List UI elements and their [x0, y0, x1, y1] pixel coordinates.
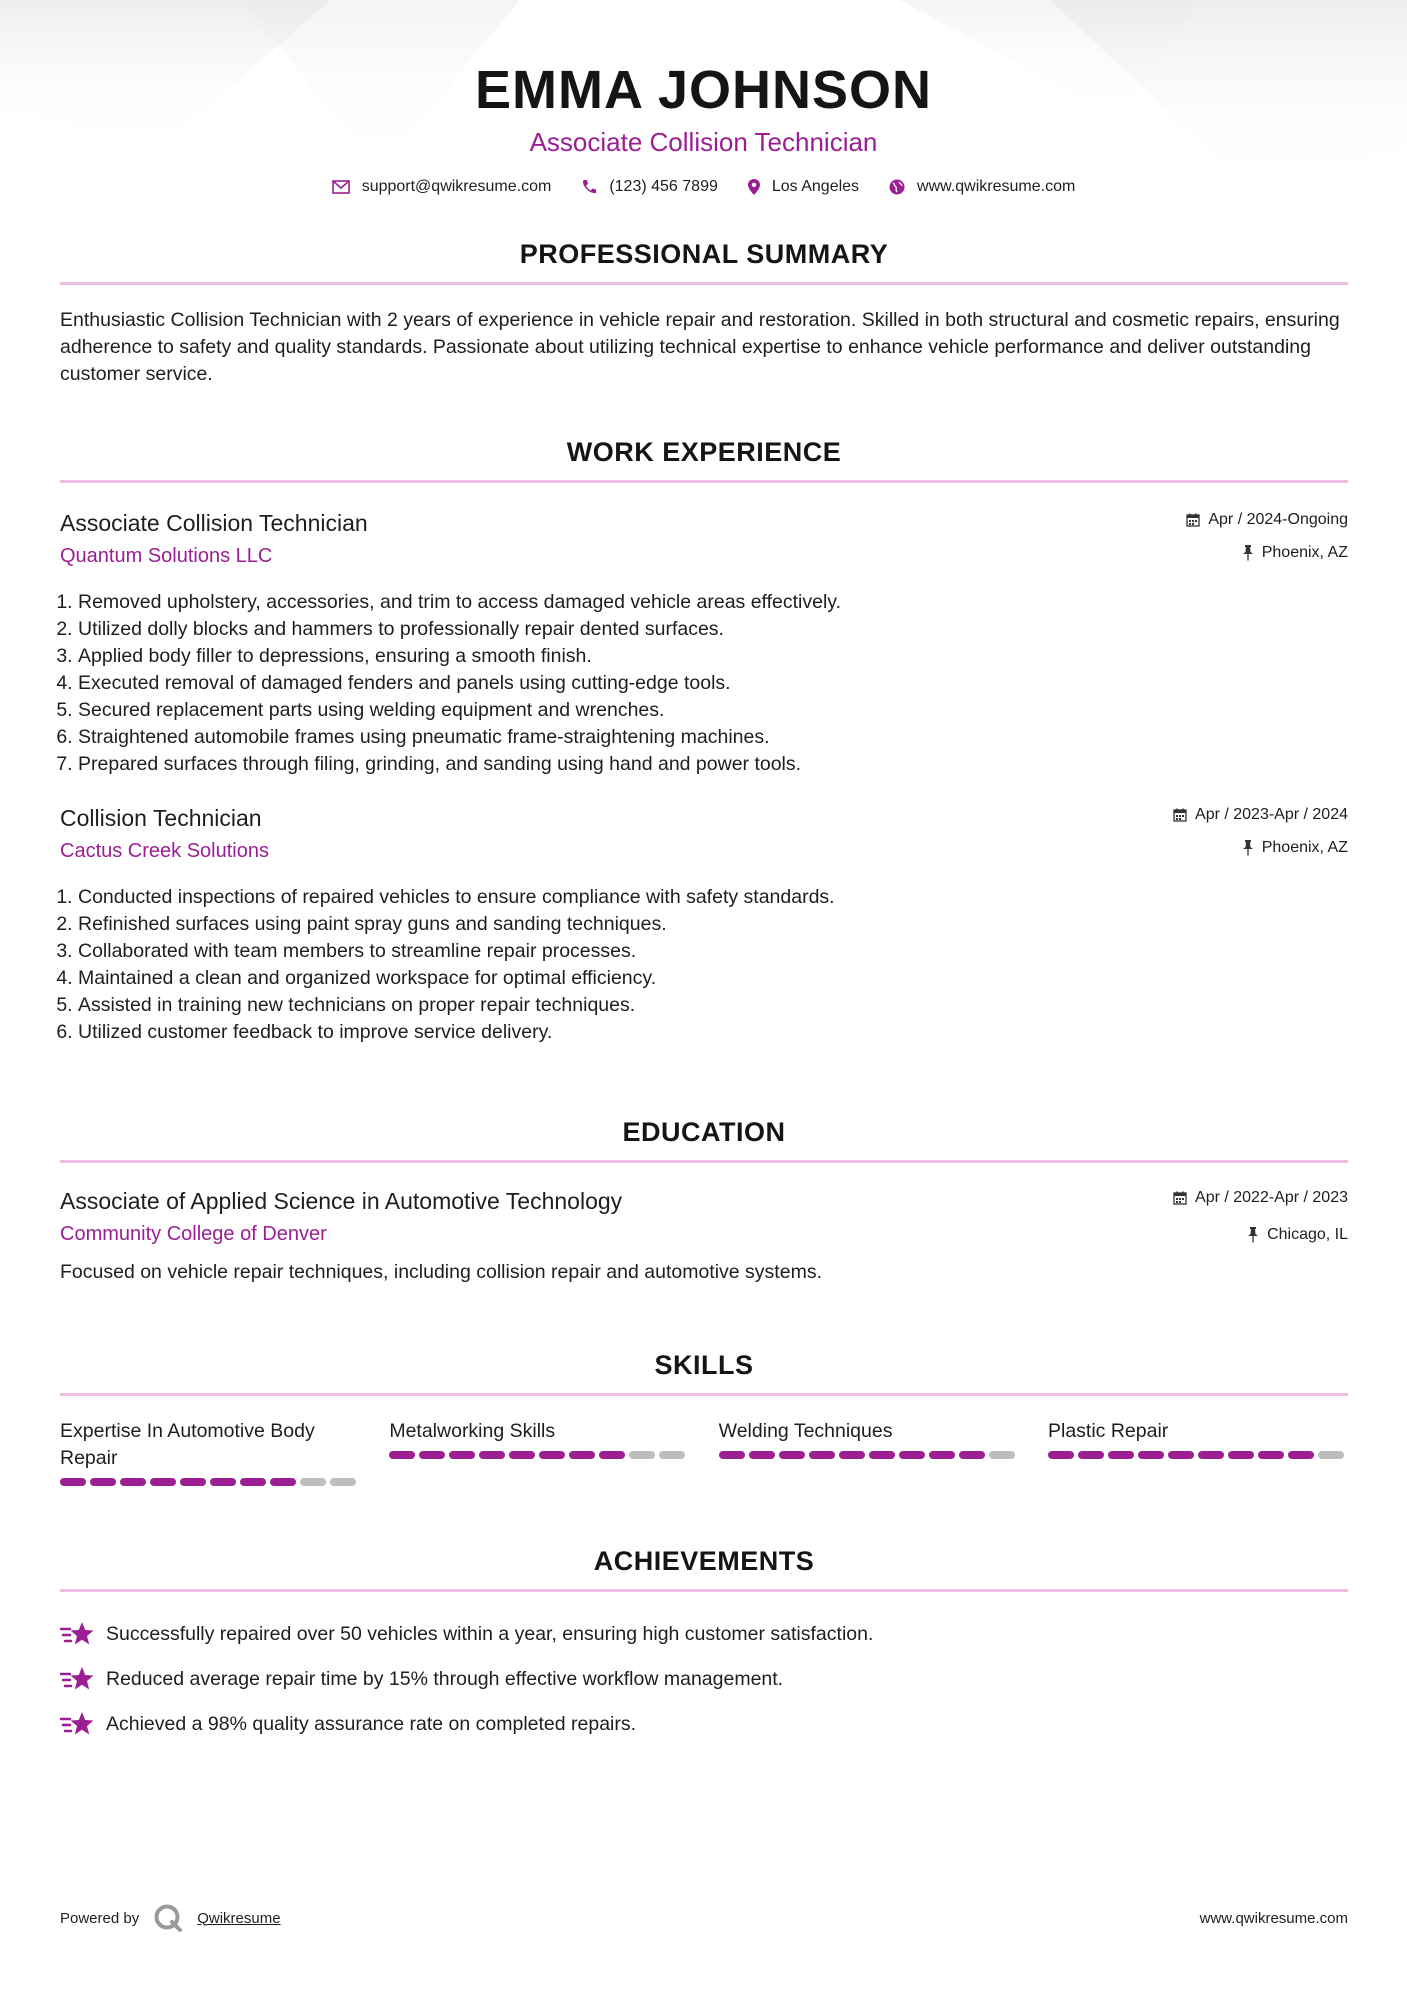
skill-dot-filled [1168, 1451, 1194, 1459]
section-heading: WORK EXPERIENCE [566, 437, 842, 467]
achievement-item [60, 1663, 1348, 1695]
skill-dot-filled [120, 1478, 146, 1486]
contact-location [748, 178, 859, 196]
section-education [60, 1114, 1348, 1286]
shooting-star-icon [60, 1710, 94, 1738]
job-bullets [60, 884, 1348, 1046]
shooting-star-icon [60, 1620, 94, 1648]
calendar-icon [1186, 513, 1200, 527]
contact-location-text: Los Angeles [771, 178, 860, 195]
job-bullet: 4. Executed removal of damaged fenders and panels using cutting-edge tools. [78, 670, 1348, 697]
skill-dot-filled [1288, 1451, 1314, 1459]
skill-dot-filled [899, 1451, 925, 1459]
skill-item [719, 1418, 1019, 1486]
skill-dot-empty [659, 1451, 685, 1459]
section-divider [60, 1160, 1348, 1163]
skill-dot-filled [539, 1451, 565, 1459]
job-bullet: 1. Conducted inspections of repaired vehicles to ensure compliance with safety standards. [78, 884, 1348, 911]
skill-dot-filled [599, 1451, 625, 1459]
skill-dot-filled [419, 1451, 445, 1459]
skill-dot-filled [389, 1451, 415, 1459]
job-company: Quantum Solutions LLC [60, 545, 273, 567]
skill-dot-filled [839, 1451, 865, 1459]
pushpin-icon [1247, 1227, 1259, 1243]
achievement-text: Achieved a 98% quality assurance rate on completed repairs. [106, 1712, 637, 1735]
contact-website-text: www.qwikresume.com [917, 178, 1076, 195]
summary-text: Enthusiastic Collision Technician with 2 years of experience in vehicle repair and restoration. Skilled in both structural and cosmetic repairs, ensuring adherence to safety and quality standards. Passionate about utilizing technical expertise to enhance vehicle performance and deliver outstanding customer service. [60, 309, 1340, 385]
skill-dot-empty [629, 1451, 655, 1459]
skill-dot-filled [240, 1478, 266, 1486]
section-divider [60, 282, 1348, 285]
skill-dot-filled [809, 1451, 835, 1459]
footer-website[interactable]: www.qwikresume.com [1199, 1909, 1348, 1927]
contact-phone-text: (123) 456 7899 [609, 178, 718, 195]
skill-dot-empty [300, 1478, 326, 1486]
skill-dot-empty [1318, 1451, 1344, 1459]
skill-dot-filled [60, 1478, 86, 1486]
achievement-item [60, 1618, 1348, 1650]
education-entry [60, 1187, 1348, 1286]
skill-item [1048, 1418, 1348, 1486]
skill-name: Expertise In Automotive Body Repair [60, 1420, 315, 1469]
skill-dot-empty [989, 1451, 1015, 1459]
skill-dot-filled [1108, 1451, 1134, 1459]
job-entry [60, 509, 1348, 778]
skill-dot-filled [959, 1451, 985, 1459]
skill-dot-filled [929, 1451, 955, 1459]
skill-item [60, 1418, 360, 1486]
job-bullets [60, 589, 1348, 778]
job-location: Phoenix, AZ [1261, 544, 1348, 561]
skill-item [389, 1418, 689, 1486]
job-bullet: 6. Utilized customer feedback to improve service delivery. [78, 1019, 1348, 1046]
skill-dot-filled [869, 1451, 895, 1459]
skill-dot-filled [449, 1451, 475, 1459]
contact-email[interactable] [332, 178, 552, 196]
skill-dot-filled [509, 1451, 535, 1459]
job-dates: Apr / 2024-Ongoing [1208, 511, 1348, 528]
skill-dot-filled [749, 1451, 775, 1459]
shooting-star-icon [60, 1665, 94, 1693]
section-divider [60, 1589, 1348, 1592]
skill-dot-filled [1258, 1451, 1284, 1459]
section-experience [60, 434, 1348, 1046]
job-bullet: 5. Assisted in training new technicians on proper repair techniques. [78, 992, 1348, 1019]
skill-dot-filled [90, 1478, 116, 1486]
section-achievements [60, 1543, 1348, 1753]
skill-level-meter [1048, 1451, 1348, 1459]
calendar-icon [1173, 1191, 1187, 1205]
calendar-icon [1173, 808, 1187, 822]
skills-list [60, 1418, 1348, 1486]
education-location: Chicago, IL [1267, 1226, 1348, 1243]
achievement-item [60, 1708, 1348, 1740]
envelope-icon [332, 180, 350, 194]
job-bullet: 6. Straightened automobile frames using pneumatic frame-straightening machines. [78, 724, 1348, 751]
qwikresume-link[interactable]: Qwikresume [197, 1909, 281, 1927]
skill-dot-filled [1198, 1451, 1224, 1459]
skill-dot-filled [270, 1478, 296, 1486]
job-bullet: 1. Removed upholstery, accessories, and trim to access damaged vehicle areas effectively. [78, 589, 1348, 616]
section-heading: EDUCATION [622, 1117, 786, 1147]
skill-dot-filled [150, 1478, 176, 1486]
section-divider [60, 1393, 1348, 1396]
skill-dot-filled [1048, 1451, 1074, 1459]
powered-by-label: Powered by [60, 1909, 140, 1927]
job-bullet: 3. Collaborated with team members to streamline repair processes. [78, 938, 1348, 965]
skill-level-meter [389, 1451, 689, 1459]
job-title: Associate Collision Technician [60, 510, 368, 536]
skill-name: Plastic Repair [1047, 1420, 1169, 1442]
skill-name: Metalworking Skills [389, 1420, 556, 1442]
skill-dot-empty [330, 1478, 356, 1486]
achievement-text: Successfully repaired over 50 vehicles within a year, ensuring high customer satisfaction. [106, 1622, 874, 1645]
skill-dot-filled [180, 1478, 206, 1486]
achievements-list [60, 1618, 1348, 1740]
job-company: Cactus Creek Solutions [60, 840, 269, 862]
skill-dot-filled [1228, 1451, 1254, 1459]
map-pin-icon [748, 179, 760, 195]
candidate-name: EMMA JOHNSON [474, 60, 933, 120]
job-bullet: 7. Prepared surfaces through filing, grinding, and sanding using hand and power tools. [78, 751, 1348, 778]
education-degree: Associate of Applied Science in Automotive Technology [60, 1188, 623, 1214]
job-bullet: 2. Utilized dolly blocks and hammers to professionally repair dented surfaces. [78, 616, 1348, 643]
education-description: Focused on vehicle repair techniques, including collision repair and automotive systems. [60, 1261, 822, 1283]
skill-level-meter [60, 1478, 360, 1486]
achievement-text: Reduced average repair time by 15% through effective workflow management. [106, 1667, 784, 1690]
phone-icon [581, 179, 597, 195]
globe-icon [889, 179, 905, 195]
job-bullet: 3. Applied body filler to depressions, ensuring a smooth finish. [78, 643, 1348, 670]
skill-dot-filled [1078, 1451, 1104, 1459]
section-heading: SKILLS [654, 1350, 754, 1380]
candidate-title: Associate Collision Technician [529, 127, 878, 157]
contact-website[interactable] [889, 178, 1075, 196]
footer [60, 1898, 1348, 1938]
section-summary [60, 236, 1348, 388]
skill-level-meter [719, 1451, 1019, 1459]
section-heading: PROFESSIONAL SUMMARY [519, 239, 889, 269]
job-bullet: 4. Maintained a clean and organized workspace for optimal efficiency. [78, 965, 1348, 992]
section-heading: ACHIEVEMENTS [593, 1546, 815, 1576]
skill-dot-filled [1138, 1451, 1164, 1459]
education-school: Community College of Denver [60, 1223, 327, 1245]
pushpin-icon [1242, 840, 1254, 856]
job-bullet: 5. Secured replacement parts using welding equipment and wrenches. [78, 697, 1348, 724]
skill-dot-filled [569, 1451, 595, 1459]
job-title: Collision Technician [60, 805, 262, 831]
section-skills [60, 1347, 1348, 1486]
pushpin-icon [1242, 545, 1254, 561]
education-dates: Apr / 2022-Apr / 2023 [1195, 1189, 1348, 1206]
qwikresume-logo-icon [153, 1903, 183, 1933]
job-location: Phoenix, AZ [1261, 839, 1348, 856]
contact-email-text: support@qwikresume.com [361, 178, 552, 195]
section-divider [60, 480, 1348, 483]
job-entry [60, 804, 1348, 1046]
skill-name: Welding Techniques [718, 1420, 893, 1442]
contact-phone[interactable] [581, 178, 718, 196]
resume-header [0, 0, 1407, 196]
skill-dot-filled [779, 1451, 805, 1459]
skill-dot-filled [719, 1451, 745, 1459]
job-bullet: 2. Refinished surfaces using paint spray guns and sanding techniques. [78, 911, 1348, 938]
job-dates: Apr / 2023-Apr / 2024 [1195, 806, 1348, 823]
contact-bar [0, 178, 1407, 196]
skill-dot-filled [210, 1478, 236, 1486]
skill-dot-filled [479, 1451, 505, 1459]
